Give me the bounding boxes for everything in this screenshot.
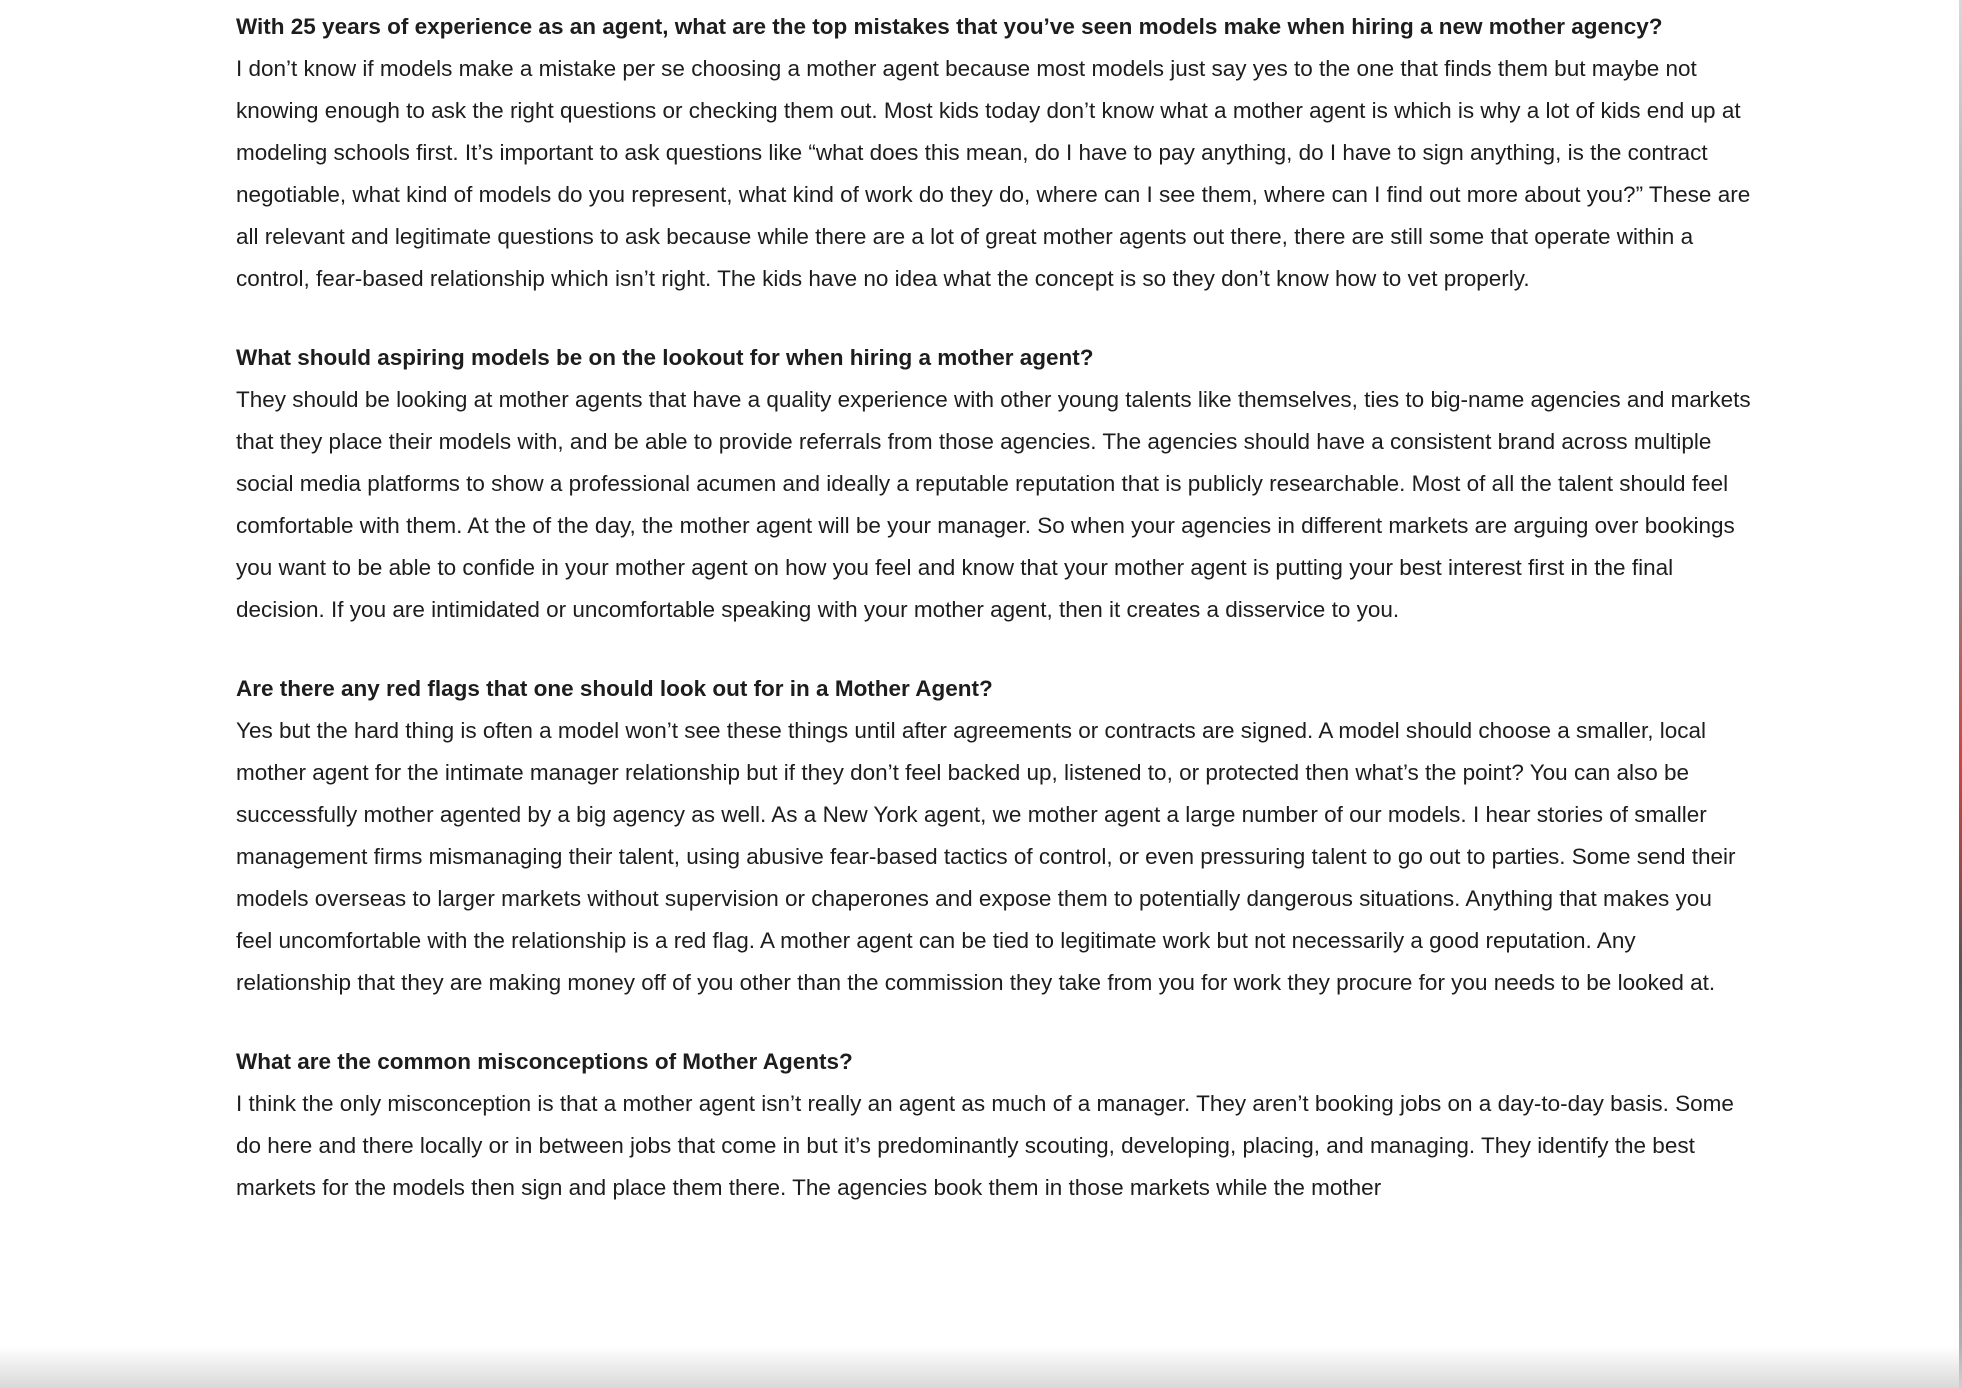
qa-section [236, 6, 1752, 300]
qa-section [236, 337, 1752, 631]
section-answer: I think the only misconception is that a mother agent isn’t really an agent as much of a manager. They aren’t booking jobs on a day-to-day basis. Some do here and there locally or in between jobs that come in but it’s predominantly scouting, developing, placing, and managing. They identify the best markets for the models then sign and place them there. The agencies book them in those markets while the mother [236, 1091, 1734, 1200]
section-question: What are the common misconceptions of Mother Agents? [236, 1049, 853, 1074]
section-question: With 25 years of experience as an agent, what are the top mistakes that you’ve seen models make when hiring a new mother agency? [236, 14, 1663, 39]
qa-section [236, 668, 1752, 1004]
section-answer: I don’t know if models make a mistake per se choosing a mother agent because most models just say yes to the one that finds them but maybe not knowing enough to ask the right questions or checking them out. Most kids today don’t know what a mother agent is which is why a lot of kids end up at modeling schools first. It’s important to ask questions like “what does this mean, do I have to pay anything, do I have to sign anything, is the contract negotiable, what kind of models do you represent, what kind of work do they do, where can I see them, where can I find out more about you?” These are all relevant and legitimate questions to ask because while there are a lot of great mother agents out there, there are still some that operate within a control, fear-based relationship which isn’t right. The kids have no idea what the concept is so they don’t know how to vet properly. [236, 56, 1751, 291]
section-answer: Yes but the hard thing is often a model won’t see these things until after agreements or contracts are signed. A model should choose a smaller, local mother agent for the intimate manager relationship but if they don’t feel backed up, listened to, or protected then what’s the point? You can also be successfully mother agented by a big agency as well. As a New York agent, we mother agent a large number of our models. I hear stories of smaller management firms mismanaging their talent, using abusive fear-based tactics of control, or even pressuring talent to go out to parties. Some send their models overseas to larger markets without supervision or chaperones and expose them to potentially dangerous situations. Anything that makes you feel uncomfortable with the relationship is a red flag. A mother agent can be tied to legitimate work but not necessarily a good reputation. Any relationship that they are making money off of you other than the commission they take from you for work they procure for you needs to be looked at. [236, 718, 1736, 995]
article-body [236, 6, 1752, 1246]
section-answer: They should be looking at mother agents that have a quality experience with other young talents like themselves, ties to big-name agencies and markets that they place their models with, and be able to provide referrals from those agencies. The agencies should have a consistent brand across multiple social media platforms to show a professional acumen and ideally a reputable reputation that is publicly researchable. Most of all the talent should feel comfortable with them. At the of the day, the mother agent will be your manager. So when your agencies in different markets are arguing over bookings you want to be able to confide in your mother agent on how you feel and know that your mother agent is putting your best interest first in the final decision. If you are intimidated or uncomfortable speaking with your mother agent, then it creates a disservice to you. [236, 387, 1751, 622]
section-question: Are there any red flags that one should look out for in a Mother Agent? [236, 676, 993, 701]
section-question: What should aspiring models be on the lookout for when hiring a mother agent? [236, 345, 1094, 370]
bottom-shadow [0, 1346, 1962, 1388]
qa-section [236, 1041, 1752, 1209]
